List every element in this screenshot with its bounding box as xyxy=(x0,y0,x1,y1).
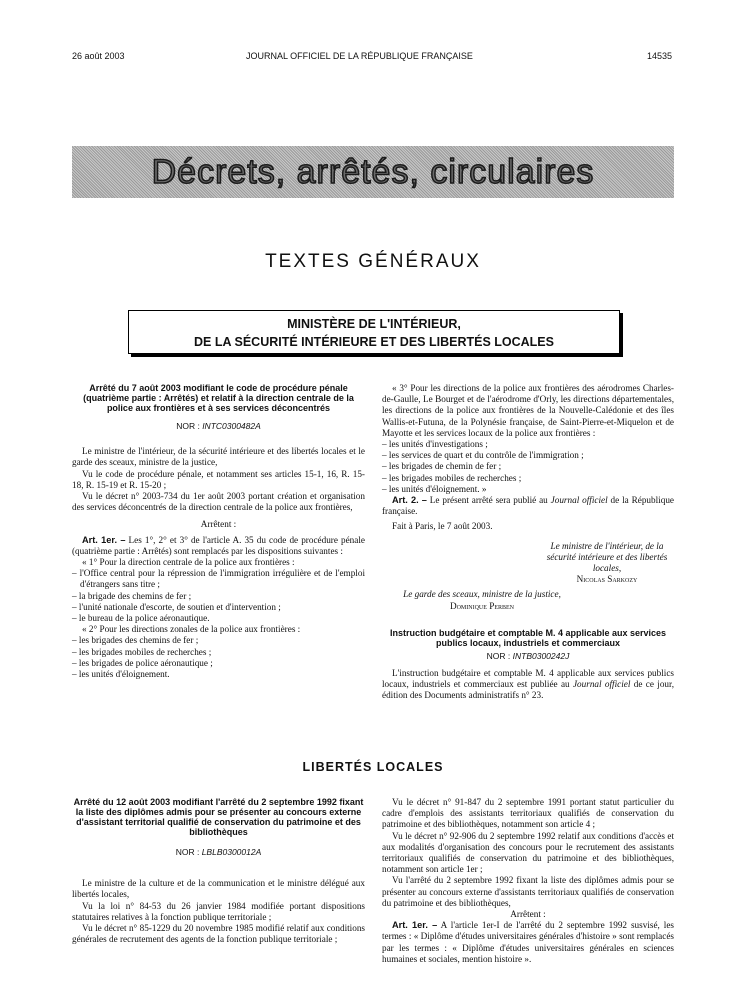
art1-text: Les 1°, 2° et 3° de l'article A. 35 du code de procédure pénale (quatrième partie : Arrêtés) sont remplacés par les dispositions suivantes : xyxy=(72,534,365,556)
arrete-1-list-1 xyxy=(72,568,365,624)
signature-minister xyxy=(542,541,672,586)
page-number: 14535 xyxy=(647,51,673,61)
arrete-1-list-2 xyxy=(72,635,365,680)
arrete-2-title: Arrêté du 12 août 2003 modifiant l'arrêté du 2 septembre 1992 fixant la liste des diplômes admis pour se présenter au concours externe d'assistant territorial qualifié de conservation du patrimoine et des bibliothèques xyxy=(73,797,364,837)
nor-code: INTC0300482A xyxy=(202,421,261,431)
arrete-1-arretent: Arrêtent : xyxy=(200,519,237,530)
journal-title: JOURNAL OFFICIEL DE LA RÉPUBLIQUE FRANÇAISE xyxy=(246,51,473,61)
instruction-text xyxy=(382,668,674,702)
arrete-1-p2: Vu le code de procédure pénale, et notamment ses articles 15-1, 16, R. 15-18, R. 15-19 et R. 15-20 ; xyxy=(72,468,365,490)
arrete-1-item3: « 3° Pour les directions de la police aux frontières des aérodromes Charles-de-Gaulle, Le Bourget et de l'aérodrome d'Orly, les directions départementales, les directions de la police aux frontières de la Nouvelle-Calédonie et des îles Wallis-et-Futuna, de la Polynésie française, de Saint-Pierre-et-Miquelon et de Mayotte et les services locaux de la police aux frontières : xyxy=(382,383,674,438)
arrete-1-column-right xyxy=(382,383,674,702)
list-item: – les unités d'investigations ; xyxy=(382,439,488,450)
ministry-box xyxy=(128,310,620,354)
arrete-1-art2 xyxy=(382,495,674,517)
nor-code: INTB0300242J xyxy=(512,650,570,661)
section-title: TEXTES GÉNÉRAUX xyxy=(265,251,481,272)
arrete-1-item2: « 2° Pour les directions zonales de la police aux frontières : xyxy=(82,624,301,635)
art2-italic: Journal officiel xyxy=(550,495,608,506)
ministry-line-2: DE LA SÉCURITÉ INTÉRIEURE ET DES LIBERTÉS LOCALES xyxy=(194,335,554,349)
arrete-2-p1: Le ministre de la culture et de la communication et le ministre délégué aux libertés locales, xyxy=(72,878,365,900)
arrete-1-p1: Le ministre de l'intérieur, de la sécurité intérieure et des libertés locales et le garde des sceaux, ministre de la justice, xyxy=(72,446,365,468)
instruction-nor xyxy=(382,651,674,662)
arrete-1-nor xyxy=(72,421,365,432)
signature-garde-sceaux xyxy=(382,589,582,611)
art1-label: Art. 1er. – xyxy=(82,534,126,545)
nor-label: NOR : xyxy=(176,421,203,431)
publication-date: 26 août 2003 xyxy=(72,51,125,61)
art1-label: Art. 1er. – xyxy=(392,920,438,931)
arrete-2-art1 xyxy=(382,920,674,965)
list-item: – la brigade des chemins de fer ; xyxy=(72,590,192,601)
arrete-1-list-3 xyxy=(382,439,674,495)
nor-code: LBLB0300012A xyxy=(201,847,262,857)
instruction-text-a: L'instruction budgétaire et comptable M. 4 applicable aux services publics locaux, industriels et commerciaux est publiée au xyxy=(382,668,674,690)
arrete-2-p2: Vu la loi n° 84-53 du 26 janvier 1984 modifiée portant dispositions statutaires relatives à la fonction publique territoriale ; xyxy=(72,900,365,922)
art2-text: Le présent arrêté sera publié au xyxy=(426,495,551,506)
list-item: – les unités d'éloignement. xyxy=(72,669,170,680)
arrete-1-art1 xyxy=(72,535,365,557)
list-item: – les brigades de chemin de fer ; xyxy=(382,461,502,472)
arrete-2-column-left xyxy=(72,797,365,945)
ministry-line-1: MINISTÈRE DE L'INTÉRIEUR, xyxy=(287,317,461,331)
arrete-1-p3: Vu le décret n° 2003-734 du 1er août 2003 portant création et organisation des services déconcentrés de la direction centrale de la police aux frontières, xyxy=(72,491,365,513)
arrete-1-column-left xyxy=(72,383,365,680)
arrete-2-column-right xyxy=(382,797,674,965)
arrete-2-p5: Vu le décret n° 92-906 du 2 septembre 1992 relatif aux conditions d'accès et aux modalités d'organisation des concours pour le recrutement des assistants territoriaux qualifiés de conservation du patrimoine et des bibliothèques, notamment son article 1er ; xyxy=(382,830,674,875)
sig-garde-name: Dominique Perben xyxy=(449,600,515,611)
list-item: – les brigades mobiles de recherches ; xyxy=(72,646,212,657)
section-banner xyxy=(72,146,674,198)
sig-minister-title: Le ministre de l'intérieur, de la sécurité intérieure et des libertés locales, xyxy=(546,540,668,574)
art2-label: Art. 2. – xyxy=(392,495,427,506)
nor-label: NOR : xyxy=(486,650,513,661)
nor-label: NOR : xyxy=(175,847,202,857)
art2-text-end: de la République française. xyxy=(382,495,674,517)
list-item: – les brigades mobiles de recherches ; xyxy=(382,472,522,483)
arrete-2-arretent: Arrêtent : xyxy=(510,909,546,920)
list-item: – le bureau de la police aéronautique. xyxy=(72,613,210,624)
instruction-text-b: de ce jour, édition des Documents administratifs n° 23. xyxy=(382,679,674,701)
arrete-2-nor xyxy=(72,847,365,858)
sig-minister-name: Nicolas Sarkozy xyxy=(576,574,638,585)
libertes-locales-title: LIBERTÉS LOCALES xyxy=(302,760,444,774)
list-item: – les services de quart et du contrôle de l'immigration ; xyxy=(382,450,584,461)
list-item: – l'Office central pour la répression de l'immigration irrégulière et de l'emploi d'étrangers sans titre ; xyxy=(72,568,365,590)
arrete-2-p3: Vu le décret n° 85-1229 du 20 novembre 1985 modifié relatif aux conditions générales de recrutement des agents de la fonction publique territoriale ; xyxy=(72,923,365,945)
list-item: – l'unité nationale d'escorte, de soutien et d'intervention ; xyxy=(72,601,281,612)
list-item: – les unités d'éloignement. » xyxy=(382,483,487,494)
art1-text: A l'article 1er-I de l'arrêté du 2 septembre 1992 susvisé, les termes : « Diplôme d'études universitaires générales d'histoire » sont remplacés par les termes : « Diplôme d'études universitaires générales en sciences humaines et sociales, mention histoire ». xyxy=(382,920,674,964)
sig-garde-title: Le garde des sceaux, ministre de la justice, xyxy=(403,589,561,600)
arrete-2-p4: Vu le décret n° 91-847 du 2 septembre 1991 portant statut particulier du cadre d'emplois des assistants territoriaux qualifiés de conservation du patrimoine et des bibliothèques, notamment son article 4 ; xyxy=(382,797,674,830)
banner-title: Décrets, arrêtés, circulaires xyxy=(151,153,595,191)
list-item: – les brigades des chemins de fer ; xyxy=(72,635,199,646)
instruction-title: Instruction budgétaire et comptable M. 4 applicable aux services publics locaux, industriels et commerciaux xyxy=(389,627,667,648)
list-item: – les brigades de police aéronautique ; xyxy=(72,657,213,668)
arrete-1-title: Arrêté du 7 août 2003 modifiant le code de procédure pénale (quatrième partie : Arrêtés) et relatif à la direction centrale de la police aux frontières et à ses services déconcentrés xyxy=(83,383,354,413)
arrete-1-fait: Fait à Paris, le 7 août 2003. xyxy=(392,521,493,532)
arrete-2-p6: Vu l'arrêté du 2 septembre 1992 fixant la liste des diplômes admis pour se présenter au concours externe d'assistants territoriaux qualifiés de conservation du patrimoine et des bibliothèques, xyxy=(382,875,674,908)
instruction-italic: Journal officiel xyxy=(572,679,631,690)
arrete-1-item1: « 1° Pour la direction centrale de la police aux frontières : xyxy=(82,557,295,568)
